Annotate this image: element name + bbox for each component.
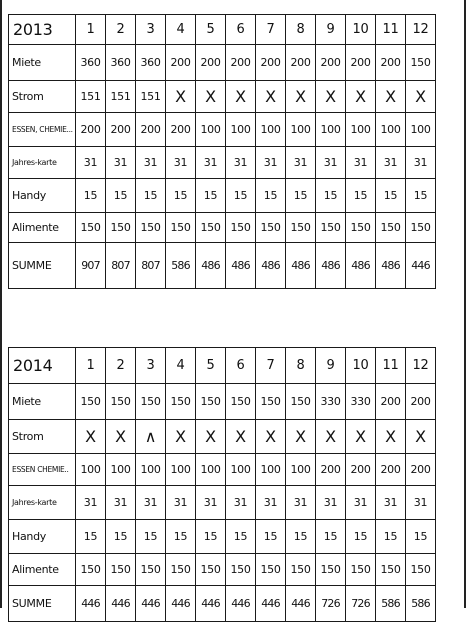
value-cell: 200 — [376, 45, 406, 81]
value-cell: 807 — [106, 243, 136, 289]
value-cell: 15 — [376, 179, 406, 213]
month-header: 11 — [376, 348, 406, 384]
strom-row — [9, 420, 436, 454]
value-cell: 31 — [136, 147, 166, 179]
budget-table-2014 — [8, 347, 436, 622]
value-cell: 15 — [286, 179, 316, 213]
value-cell: 586 — [406, 586, 436, 622]
value-cell: 31 — [226, 486, 256, 520]
value-cell: 150 — [406, 213, 436, 243]
miete-row — [9, 384, 436, 420]
value-cell: 200 — [376, 384, 406, 420]
cross-mark-cell: X — [76, 420, 106, 454]
value-cell: 150 — [226, 554, 256, 586]
value-cell: 486 — [256, 243, 286, 289]
value-cell: 15 — [106, 179, 136, 213]
value-cell: 31 — [256, 486, 286, 520]
value-cell: 150 — [286, 384, 316, 420]
month-header: 7 — [256, 348, 286, 384]
cross-mark-cell: X — [406, 420, 436, 454]
cross-mark-cell: X — [226, 420, 256, 454]
essen-chemie-row — [9, 113, 436, 147]
value-cell: 150 — [196, 384, 226, 420]
value-cell: 486 — [316, 243, 346, 289]
value-cell: 200 — [226, 45, 256, 81]
cross-mark-cell: X — [316, 81, 346, 113]
value-cell: 15 — [106, 520, 136, 554]
value-cell: 200 — [406, 384, 436, 420]
month-header: 12 — [406, 15, 436, 45]
value-cell: 200 — [346, 454, 376, 486]
month-header: 5 — [196, 348, 226, 384]
cross-mark-cell: X — [346, 420, 376, 454]
value-cell: 15 — [346, 179, 376, 213]
miete-row — [9, 45, 436, 81]
value-cell: 150 — [376, 554, 406, 586]
value-cell: 15 — [406, 179, 436, 213]
value-cell: 100 — [136, 454, 166, 486]
alimente-row — [9, 213, 436, 243]
row-label: SUMME — [9, 586, 76, 622]
value-cell: 31 — [256, 147, 286, 179]
value-cell: 150 — [136, 384, 166, 420]
cross-mark-cell: X — [376, 81, 406, 113]
value-cell: 100 — [226, 454, 256, 486]
cross-mark-cell: X — [346, 81, 376, 113]
value-cell: 31 — [346, 486, 376, 520]
value-cell: 151 — [136, 81, 166, 113]
value-cell: 31 — [166, 486, 196, 520]
cross-mark-cell: X — [376, 420, 406, 454]
value-cell: 150 — [226, 213, 256, 243]
jahreskarte-row — [9, 147, 436, 179]
month-header: 5 — [196, 15, 226, 45]
value-cell: 31 — [316, 147, 346, 179]
value-cell: 150 — [406, 45, 436, 81]
row-label: Alimente — [9, 213, 76, 243]
value-cell: 150 — [76, 384, 106, 420]
month-header: 11 — [376, 15, 406, 45]
header-row — [9, 15, 436, 45]
value-cell: 150 — [286, 213, 316, 243]
value-cell: 150 — [226, 384, 256, 420]
cross-mark-cell: X — [166, 81, 196, 113]
row-label: Miete — [9, 45, 76, 81]
value-cell: 15 — [226, 520, 256, 554]
value-cell: 100 — [226, 113, 256, 147]
value-cell: 200 — [76, 113, 106, 147]
summe-row — [9, 586, 436, 622]
value-cell: 100 — [316, 113, 346, 147]
value-cell: 15 — [166, 179, 196, 213]
value-cell: 150 — [376, 213, 406, 243]
month-header: 8 — [286, 348, 316, 384]
cross-mark-cell: X — [196, 81, 226, 113]
value-cell: 360 — [76, 45, 106, 81]
value-cell: 446 — [286, 586, 316, 622]
month-header: 4 — [166, 15, 196, 45]
value-cell: 150 — [256, 384, 286, 420]
value-cell: 360 — [136, 45, 166, 81]
month-header: 3 — [136, 348, 166, 384]
value-cell: 150 — [136, 554, 166, 586]
value-cell: 446 — [106, 586, 136, 622]
handy-row — [9, 520, 436, 554]
row-label: Jahres-karte — [9, 486, 76, 520]
value-cell: 150 — [346, 554, 376, 586]
value-cell: 446 — [256, 586, 286, 622]
value-cell: 100 — [286, 113, 316, 147]
value-cell: 446 — [136, 586, 166, 622]
value-cell: 200 — [406, 454, 436, 486]
cross-mark-cell: X — [316, 420, 346, 454]
value-cell: 150 — [106, 384, 136, 420]
value-cell: 31 — [76, 486, 106, 520]
value-cell: 31 — [286, 147, 316, 179]
month-header: 3 — [136, 15, 166, 45]
value-cell: 200 — [166, 45, 196, 81]
cross-mark-cell: X — [106, 420, 136, 454]
value-cell: 100 — [406, 113, 436, 147]
value-cell: 151 — [76, 81, 106, 113]
handy-row — [9, 179, 436, 213]
strom-row — [9, 81, 436, 113]
row-label: ESSEN, CHEMIE... — [9, 113, 76, 147]
value-cell: 31 — [226, 147, 256, 179]
value-cell: 150 — [286, 554, 316, 586]
value-cell: 486 — [196, 243, 226, 289]
value-cell: 330 — [346, 384, 376, 420]
row-label: Alimente — [9, 554, 76, 586]
month-header: 7 — [256, 15, 286, 45]
value-cell: 200 — [196, 45, 226, 81]
value-cell: 15 — [406, 520, 436, 554]
value-cell: 360 — [106, 45, 136, 81]
month-header: 9 — [316, 15, 346, 45]
value-cell: 486 — [286, 243, 316, 289]
value-cell: 907 — [76, 243, 106, 289]
value-cell: 150 — [256, 213, 286, 243]
month-header: 10 — [346, 15, 376, 45]
value-cell: 31 — [376, 147, 406, 179]
cross-mark-cell: X — [256, 420, 286, 454]
value-cell: 15 — [196, 520, 226, 554]
year-cell: 2014 — [9, 348, 76, 384]
jahreskarte-row — [9, 486, 436, 520]
value-cell: 100 — [346, 113, 376, 147]
value-cell: 200 — [346, 45, 376, 81]
month-header: 12 — [406, 348, 436, 384]
value-cell: 15 — [346, 520, 376, 554]
value-cell: 100 — [286, 454, 316, 486]
value-cell: 446 — [406, 243, 436, 289]
value-cell: 807 — [136, 243, 166, 289]
value-cell: 31 — [106, 486, 136, 520]
value-cell: 446 — [226, 586, 256, 622]
value-cell: 31 — [406, 486, 436, 520]
value-cell: 150 — [256, 554, 286, 586]
value-cell: 150 — [346, 213, 376, 243]
cross-mark-cell: ∧ — [136, 420, 166, 454]
value-cell: 100 — [196, 454, 226, 486]
value-cell: 15 — [196, 179, 226, 213]
row-label: Handy — [9, 520, 76, 554]
value-cell: 150 — [76, 554, 106, 586]
value-cell: 200 — [376, 454, 406, 486]
value-cell: 100 — [166, 454, 196, 486]
value-cell: 31 — [376, 486, 406, 520]
value-cell: 446 — [76, 586, 106, 622]
value-cell: 15 — [226, 179, 256, 213]
value-cell: 31 — [196, 147, 226, 179]
value-cell: 150 — [166, 554, 196, 586]
row-label: Strom — [9, 420, 76, 454]
row-label: Handy — [9, 179, 76, 213]
month-header: 2 — [106, 15, 136, 45]
value-cell: 150 — [316, 213, 346, 243]
value-cell: 15 — [316, 179, 346, 213]
value-cell: 150 — [136, 213, 166, 243]
value-cell: 150 — [166, 213, 196, 243]
value-cell: 100 — [376, 113, 406, 147]
row-label: Miete — [9, 384, 76, 420]
value-cell: 486 — [376, 243, 406, 289]
cross-mark-cell: X — [166, 420, 196, 454]
value-cell: 150 — [196, 213, 226, 243]
value-cell: 151 — [106, 81, 136, 113]
month-header: 9 — [316, 348, 346, 384]
value-cell: 150 — [106, 213, 136, 243]
alimente-row — [9, 554, 436, 586]
value-cell: 15 — [76, 520, 106, 554]
value-cell: 486 — [226, 243, 256, 289]
value-cell: 15 — [136, 520, 166, 554]
value-cell: 150 — [106, 554, 136, 586]
value-cell: 31 — [316, 486, 346, 520]
value-cell: 100 — [106, 454, 136, 486]
month-header: 8 — [286, 15, 316, 45]
value-cell: 31 — [406, 147, 436, 179]
value-cell: 200 — [256, 45, 286, 81]
value-cell: 100 — [196, 113, 226, 147]
value-cell: 15 — [256, 520, 286, 554]
month-header: 1 — [76, 348, 106, 384]
month-header: 2 — [106, 348, 136, 384]
cross-mark-cell: X — [226, 81, 256, 113]
value-cell: 200 — [316, 454, 346, 486]
value-cell: 31 — [166, 147, 196, 179]
cross-mark-cell: X — [256, 81, 286, 113]
row-label: ESSEN CHEMIE.. — [9, 454, 76, 486]
value-cell: 15 — [256, 179, 286, 213]
value-cell: 15 — [286, 520, 316, 554]
value-cell: 446 — [166, 586, 196, 622]
value-cell: 100 — [76, 454, 106, 486]
row-label: Strom — [9, 81, 76, 113]
value-cell: 586 — [166, 243, 196, 289]
value-cell: 726 — [346, 586, 376, 622]
value-cell: 150 — [196, 554, 226, 586]
value-cell: 150 — [76, 213, 106, 243]
row-label: Jahres-karte — [9, 147, 76, 179]
month-header: 10 — [346, 348, 376, 384]
value-cell: 31 — [196, 486, 226, 520]
value-cell: 486 — [346, 243, 376, 289]
value-cell: 31 — [346, 147, 376, 179]
value-cell: 586 — [376, 586, 406, 622]
cross-mark-cell: X — [286, 420, 316, 454]
row-label: SUMME — [9, 243, 76, 289]
summe-row — [9, 243, 436, 289]
value-cell: 15 — [316, 520, 346, 554]
value-cell: 200 — [286, 45, 316, 81]
month-header: 6 — [226, 348, 256, 384]
value-cell: 446 — [196, 586, 226, 622]
value-cell: 150 — [316, 554, 346, 586]
value-cell: 15 — [76, 179, 106, 213]
year-cell: 2013 — [9, 15, 76, 45]
value-cell: 200 — [166, 113, 196, 147]
value-cell: 15 — [166, 520, 196, 554]
cross-mark-cell: X — [286, 81, 316, 113]
month-header: 4 — [166, 348, 196, 384]
value-cell: 15 — [136, 179, 166, 213]
essen-chemie-row — [9, 454, 436, 486]
budget-table-2013 — [8, 14, 436, 289]
value-cell: 15 — [376, 520, 406, 554]
value-cell: 150 — [166, 384, 196, 420]
value-cell: 100 — [256, 113, 286, 147]
month-header: 1 — [76, 15, 106, 45]
value-cell: 31 — [106, 147, 136, 179]
cross-mark-cell: X — [406, 81, 436, 113]
cross-mark-cell: X — [196, 420, 226, 454]
value-cell: 31 — [136, 486, 166, 520]
month-header: 6 — [226, 15, 256, 45]
value-cell: 200 — [136, 113, 166, 147]
value-cell: 200 — [316, 45, 346, 81]
value-cell: 726 — [316, 586, 346, 622]
value-cell: 100 — [256, 454, 286, 486]
value-cell: 330 — [316, 384, 346, 420]
value-cell: 150 — [406, 554, 436, 586]
header-row — [9, 348, 436, 384]
value-cell: 31 — [286, 486, 316, 520]
value-cell: 200 — [106, 113, 136, 147]
value-cell: 31 — [76, 147, 106, 179]
